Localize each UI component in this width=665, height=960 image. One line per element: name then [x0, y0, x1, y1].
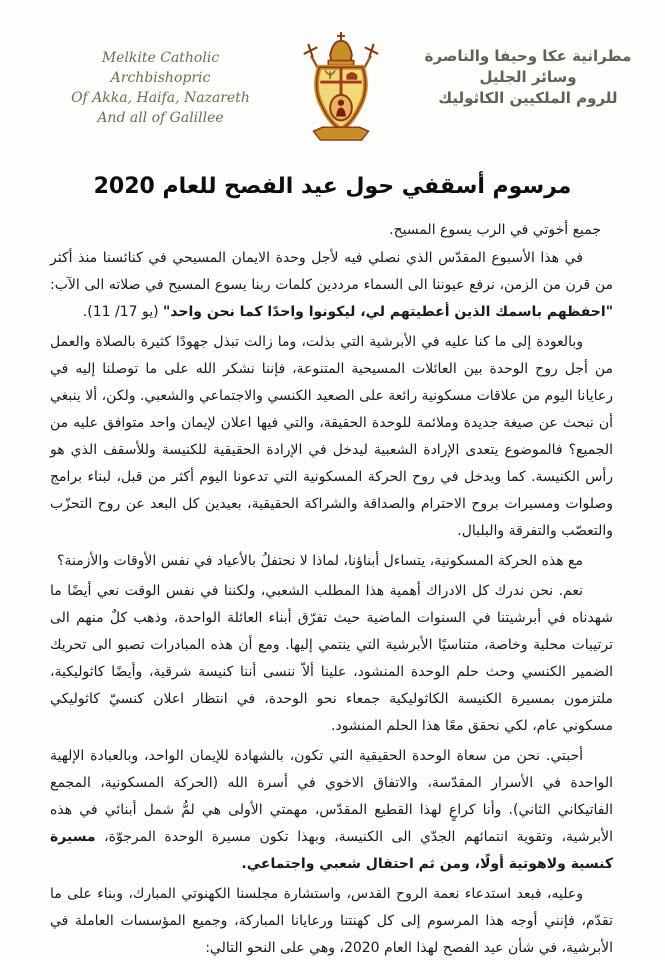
bold-text-run: "احفظهم باسمك الذين أعطيتهم لي، ليكونوا واحدًا كما نحن واحد"	[163, 304, 613, 320]
paragraph	[50, 329, 613, 545]
document-title: مرسوم أسقفي حول عيد الفصح للعام 2020	[93, 174, 572, 199]
bold-text-run: مسيرة كنسية ولاهوتية أولًا، ومن ثم احتفال شعبي واجتماعي.	[50, 829, 613, 872]
document-body	[50, 217, 613, 960]
arabic-address-line: مطرانية عكا وحيفا والناصرة	[424, 47, 632, 65]
text-run: وبالعودة إلى ما كنا عليه في الأبرشية التي بذلت، وما زالت تبذل جهودًا كثيرة بالصلاة والعمل من أجل روح الوحدة بين العائلات المسيحية المتنوعة، فإننا نشكر الله على ما توصلنا إليه في رعايانا اليوم من علاقات مسكونية رائعة على الصعيد الكنسي والاجتماعي والشعبي. ولكن، ألا ينبغي أن نبحث عن صيغة جديدة وملائمة للوحدة الحقيقة، والتي فيها اعلان لإيمان واحد متوافق عليه من الجميع؟ فالموضوع يتعدى الإرادة الشعبية ليدخل في الإرادة الحقيقية للكنيسة وللأسقف الذي هو رأس الكنيسة. كما ويدخل في روح الحركة المسكونية التي تدعونا اليوم أكثر من قبل، لبناء برامج وصلوات ومسيرات بروح الاحترام والصداقة والشراكة الحقيقية، بعيدين كل البعد عن روح التحزّب والتعصّب والتفرقة والبلبال.	[50, 334, 613, 539]
text-run: مع هذه الحركة المسكونية، يتساءل أبناؤنا، لماذا لا نحتفلُ بالأعياد في نفس الأوقات والأزمنة؟	[57, 553, 583, 569]
paragraph	[50, 245, 613, 326]
paragraph	[50, 743, 613, 878]
text-run: أحبتي. نحن من سعاة الوحدة الحقيقية التي تكون، بالشهادة للإيمان الواحد، وبالعبادة الإلهية الواحدة في الأسرار المقدّسة، والاتفاق الاخوي في أسرة الله (الحركة المسكونية، المجمع الفاتيكاني الثاني). وأنا كراعٍ لهذا القطيع المقدّس، مهمتي الأولى هي لمُّ شمل أبنائي في هذه الأبرشية، وتقوية انتمائهم الجدّي الى الكنيسة، وبهذا تكون مسيرة الوحدة المرجوّة،	[50, 748, 613, 845]
archbishopric-coat-of-arms-icon	[285, 30, 397, 144]
english-address-line: Melkite Catholic Archbishopric	[101, 50, 220, 86]
english-address	[58, 48, 263, 128]
text-run: (يو 17/ 11).	[82, 304, 164, 320]
letterhead	[0, 0, 665, 144]
salutation-line: جميع أخوتي في الرب يسوع المسيح.	[389, 222, 601, 238]
text-run: في هذا الأسبوع المقدّس الذي نصلي فيه لأجل وحدة الايمان المسيحي في كنائسنا منذ أكثر من قرن من الزمن، نرفع عيوننا الى السماء مرددين كلمات ربنا يسوع المسيح في صلاته الى الآب:	[50, 250, 613, 293]
paragraph	[50, 548, 613, 575]
english-address-line: Of Akka, Haifa, Nazareth	[71, 90, 250, 106]
paragraph	[50, 881, 613, 960]
text-run: نعم. نحن ندرك كل الادراك أهمية هذا المطلب الشعبي، ولكننا في نفس الوقت نعي أيضًا ما شهدناه في أبرشيتنا في السنوات الماضية حيث تفرّق أبناء العائلة الواحدة، وذهب كلٌ منهم الى ترتيبات محلية وخاصة، متناسيًا الأبرشية التي ينتمي إليها. ومع أن هذه المبادرات تصبو الى تحريك الضمير الكنسي وحث حلم الوحدة المنشود، علينا ألاّ ننسى أننا كنيسة شرقية، وأيضًا كاثوليكية، ملتزمون بمسيرة الكنيسة الكاثوليكية جمعاء نحو الوحدة، في انتظار اعلان كنسيّ كاثوليكي مسكوني عام، لكي نحقق معًا هذا الحلم المنشود.	[50, 583, 613, 734]
arabic-address-line: للروم الملكيين الكاثوليك	[438, 89, 618, 107]
english-address-line: And all of Galillee	[97, 110, 224, 126]
text-run: وعليه، فبعد استدعاء نعمة الروح القدس، واستشارة مجلسنا الكهنوتي المبارك، وبناء على ما تقدّم، فإنني أوجه هذا المرسوم إلى كل كهنتنا ورعايانا المباركة، وجميع المؤسسات العاملة في الأبرشية، في شأن عيد الفصح لهذا العام 2020، وهي على النحو التالي:	[50, 886, 613, 956]
paragraph	[50, 578, 613, 740]
arabic-address	[419, 46, 637, 109]
arabic-address-line: وسائر الجليل	[479, 68, 577, 86]
